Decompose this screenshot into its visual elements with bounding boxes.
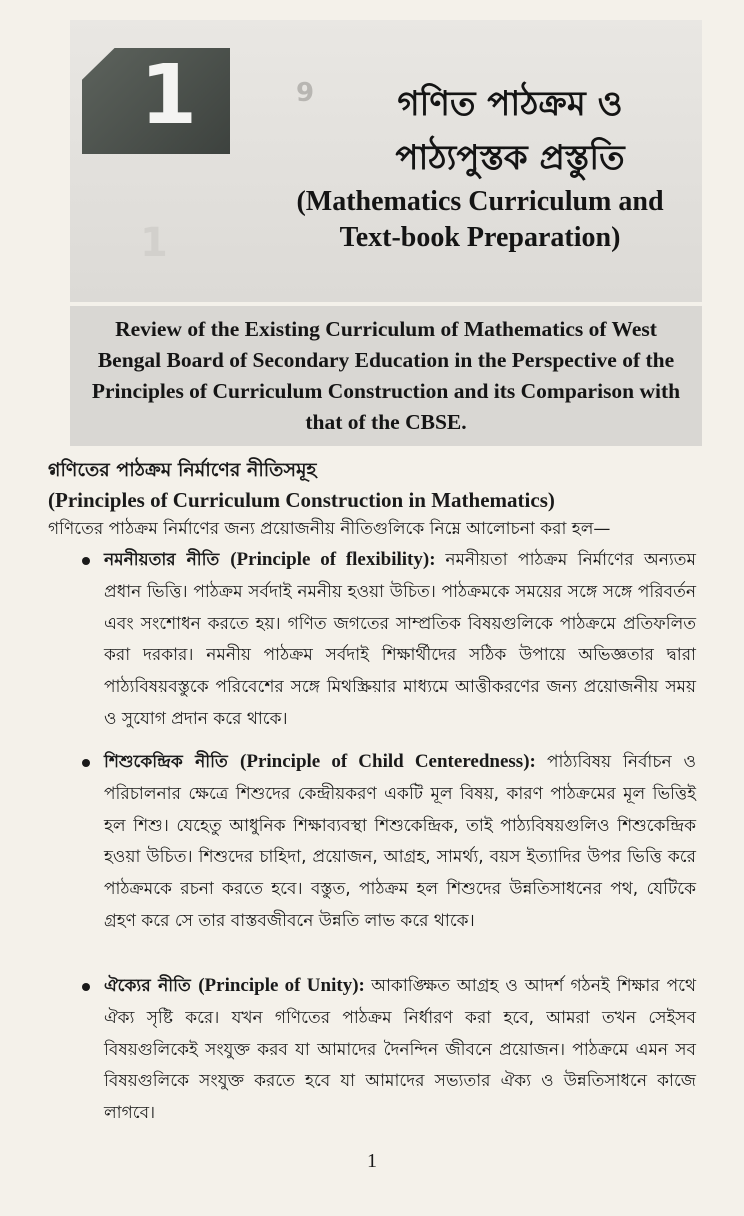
section-intro: গণিতের পাঠক্রম নির্মাণের জন্য প্রয়োজনীয় নীতিগুলিকে নিম্নে আলোচনা করা হল—: [48, 519, 611, 539]
principle-title-bn: ঐক্যের নীতি: [104, 976, 199, 996]
chapter-title-bn-line1: গণিত পাঠক্রম ও: [397, 84, 623, 124]
principle-title-bn: নমনীয়তার নীতি: [104, 550, 231, 570]
principle-body: নমনীয়তা পাঠক্রম নির্মাণের অন্যতম প্রধান ভিত্তি। পাঠক্রম সর্বদাই নমনীয় হওয়া উচিত। পাঠক্রমকে সময়ের সঙ্গে সঙ্গে পরিবর্তন এবং সংশোধন করতে হয়। গণিত জগতের সাম্প্রতিক বিষয়গুলিকে পাঠক্রমে প্রতিফলিত করা দরকার। নমনীয় পাঠক্রম সর্বদাই শিক্ষার্থীদের সঠিক উপায়ে অভিজ্ঞতার দ্বারা পাঠ্যবিষয়বস্তুকে পরিবেশের সঙ্গে মিথস্ক্রিয়ার মাধ্যমে আত্তীকরণের জন্য প্রয়োজনীয় সময় ও সুযোগ প্রদান করে থাকে।: [104, 550, 696, 729]
bullet-icon: [82, 759, 90, 767]
principle-title-en: (Principle of Child Centeredness):: [240, 751, 547, 772]
review-heading: Review of the Existing Curriculum of Mathematics of West Bengal Board of Secondary Education in the Perspective of the Principles of Curriculum Construction and its Comparison with that of the CBSE.: [91, 317, 681, 434]
section-heading-en: (Principles of Curriculum Construction in Mathematics): [48, 488, 555, 512]
chapter-number: 1: [140, 48, 198, 143]
chapter-title-en-line2: Text-book Preparation): [339, 222, 621, 253]
principle-title-en: (Principle of Unity):: [198, 975, 372, 996]
faded-number-2: 1: [140, 220, 168, 266]
principle-item: [104, 746, 696, 938]
principle-body: পাঠ্যবিষয় নির্বাচন ও পরিচালনার ক্ষেত্রে শিশুদের কেন্দ্রীয়করণ একটি মূল বিষয়, কারণ পাঠক্রমের মূল ভিত্তিই হল শিশু। যেহেতু আধুনিক শিক্ষাব্যবস্থা শিশুকেন্দ্রিক, তাই পাঠ্যবিষয়গুলিও শিশুকেন্দ্রিক হওয়া উচিত। শিশুদের চাহিদা, প্রয়োজন, আগ্রহ, সামর্থ্য, বয়স ইত্যাদির উপর ভিত্তি করে পাঠক্রমকে রচনা করতে হবে। বস্তুত, পাঠক্রম হল শিশুদের উন্নতিসাধনের পথ, যেটিকে গ্রহণ করে সে তার বাস্তবজীবনে উন্নতি লাভ করে থাকে।: [104, 752, 696, 931]
principle-title-bn: শিশুকেন্দ্রিক নীতি: [104, 752, 241, 772]
principle-item: [104, 970, 696, 1130]
principle-item: [104, 544, 696, 736]
page-number: 1: [367, 1150, 377, 1172]
bullet-icon: [82, 557, 90, 565]
chapter-title-en-line1: (Mathematics Curriculum and: [296, 186, 664, 217]
faded-number: 9: [296, 78, 315, 108]
bullet-icon: [82, 983, 90, 991]
chapter-title-bn-line2: পাঠ্যপুস্তক প্রস্তুতি: [395, 138, 625, 178]
principle-body: আকাঙ্ক্ষিত আগ্রহ ও আদর্শ গঠনই শিক্ষার পথে ঐক্য সৃষ্টি করে। যখন গণিতের পাঠক্রম নির্ধারণ করা হবে, আমরা তখন সেইসব বিষয়গুলিকেই সংযুক্ত করব যা আমাদের দৈনন্দিন জীবনে প্রয়োজন। পাঠক্রমে এমন সব বিষয়গুলিকে সংযুক্ত করতে হবে যা আমাদের সভ্যতার ঐক্য ও উন্নতিসাধনে কাজে লাগবে।: [104, 976, 696, 1124]
section-heading-bn: গণিতের পাঠক্রম নির্মাণের নীতিসমূহ: [48, 459, 317, 481]
principle-title-en: (Principle of flexibility):: [230, 549, 446, 570]
